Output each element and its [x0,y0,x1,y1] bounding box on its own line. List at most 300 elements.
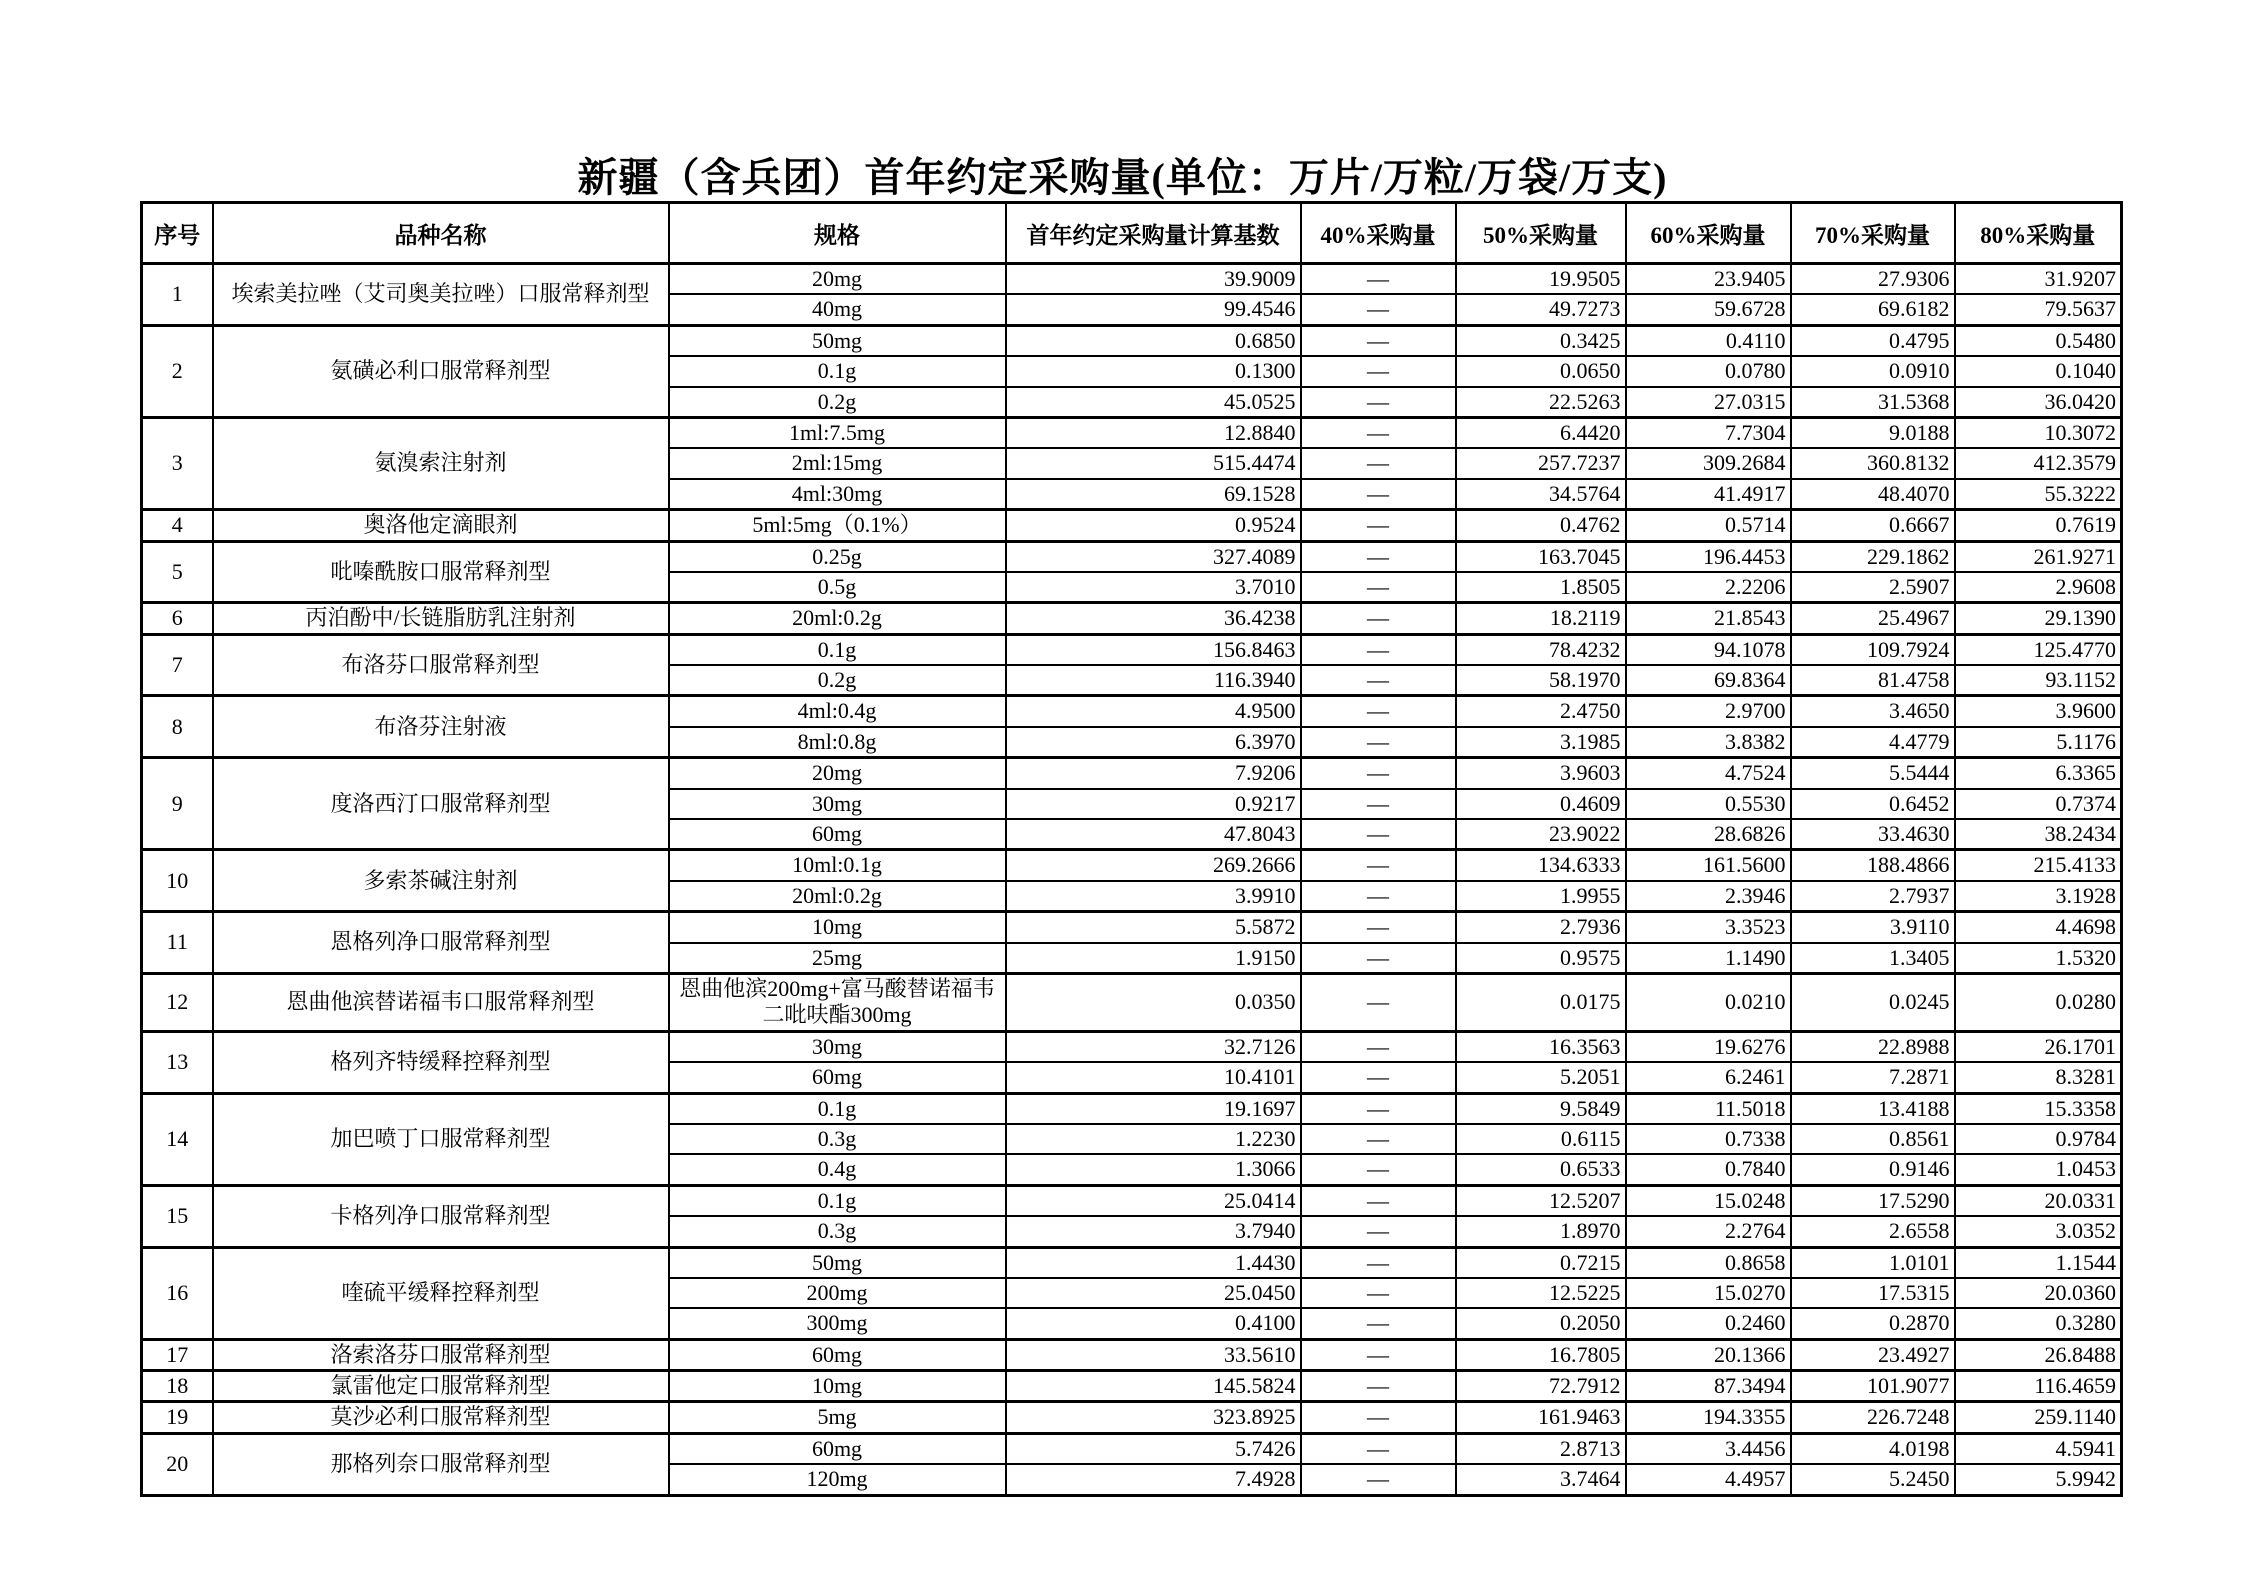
pct70-quantity-cell: 3.4650 [1791,696,1955,727]
spec-cell: 20mg [669,264,1006,295]
spec-cell: 5mg [669,1402,1006,1433]
pct60-quantity-cell: 2.2764 [1626,1216,1791,1247]
pct40-quantity-cell: — [1301,973,1456,1031]
product-name-cell: 度洛西汀口服常释剂型 [213,758,669,850]
pct80-quantity-cell: 116.4659 [1955,1371,2122,1402]
pct60-quantity-cell: 6.2461 [1626,1062,1791,1093]
base-quantity-cell: 1.2230 [1006,1124,1301,1154]
product-name-cell: 加巴喷丁口服常释剂型 [213,1093,669,1185]
pct60-quantity-cell: 0.4110 [1626,325,1791,356]
pct70-quantity-cell: 109.7924 [1791,634,1955,665]
pct40-quantity-cell: — [1301,325,1456,356]
pct40-quantity-cell: — [1301,1308,1456,1339]
pct50-quantity-cell: 5.2051 [1456,1062,1626,1093]
pct50-quantity-cell: 2.4750 [1456,696,1626,727]
pct60-quantity-cell: 0.7840 [1626,1154,1791,1185]
pct70-quantity-cell: 0.9146 [1791,1154,1955,1185]
pct50-quantity-cell: 2.7936 [1456,912,1626,943]
pct60-quantity-cell: 27.0315 [1626,387,1791,418]
spec-cell: 60mg [669,1339,1006,1370]
pct40-quantity-cell: — [1301,1216,1456,1247]
base-quantity-cell: 12.8840 [1006,417,1301,448]
pct50-quantity-cell: 0.4609 [1456,789,1626,819]
pct60-quantity-cell: 0.7338 [1626,1124,1791,1154]
spec-cell: 0.25g [669,541,1006,572]
spec-cell: 0.1g [669,634,1006,665]
pct70-quantity-cell: 0.6667 [1791,510,1955,541]
pct70-quantity-cell: 1.0101 [1791,1247,1955,1278]
pct40-quantity-cell: — [1301,1278,1456,1308]
spec-cell: 恩曲他滨200mg+富马酸替诺福韦二吡呋酯300mg [669,973,1006,1031]
pct60-quantity-cell: 0.0780 [1626,356,1791,386]
pct70-quantity-cell: 0.0910 [1791,356,1955,386]
spec-cell: 10mg [669,1371,1006,1402]
base-quantity-cell: 0.4100 [1006,1308,1301,1339]
pct60-quantity-cell: 69.8364 [1626,665,1791,696]
pct50-quantity-cell: 1.8970 [1456,1216,1626,1247]
product-name-cell: 丙泊酚中/长链脂肪乳注射剂 [213,603,669,634]
pct50-quantity-cell: 0.4762 [1456,510,1626,541]
pct40-quantity-cell: — [1301,448,1456,478]
table-row [142,510,2122,541]
base-quantity-cell: 3.7010 [1006,572,1301,603]
column-header-2: 规格 [669,203,1006,264]
pct50-quantity-cell: 49.7273 [1456,294,1626,325]
table-head-row [142,203,2122,264]
row-number-cell: 5 [142,541,213,603]
pct80-quantity-cell: 5.1176 [1955,727,2122,758]
table-row [142,1093,2122,1124]
pct60-quantity-cell: 0.0210 [1626,973,1791,1031]
spec-cell: 50mg [669,325,1006,356]
pct40-quantity-cell: — [1301,479,1456,510]
pct80-quantity-cell: 36.0420 [1955,387,2122,418]
pct50-quantity-cell: 134.6333 [1456,850,1626,881]
pct80-quantity-cell: 125.4770 [1955,634,2122,665]
pct80-quantity-cell: 79.5637 [1955,294,2122,325]
spec-cell: 20ml:0.2g [669,881,1006,912]
base-quantity-cell: 156.8463 [1006,634,1301,665]
pct50-quantity-cell: 12.5225 [1456,1278,1626,1308]
spec-cell: 0.2g [669,387,1006,418]
base-quantity-cell: 3.9910 [1006,881,1301,912]
row-number-cell: 9 [142,758,213,850]
row-number-cell: 6 [142,603,213,634]
product-name-cell: 氯雷他定口服常释剂型 [213,1371,669,1402]
pct50-quantity-cell: 22.5263 [1456,387,1626,418]
spec-cell: 300mg [669,1308,1006,1339]
pct40-quantity-cell: — [1301,943,1456,974]
pct70-quantity-cell: 2.5907 [1791,572,1955,603]
base-quantity-cell: 10.4101 [1006,1062,1301,1093]
table-row [142,1339,2122,1370]
pct50-quantity-cell: 34.5764 [1456,479,1626,510]
pct40-quantity-cell: — [1301,1185,1456,1216]
table-row [142,1433,2122,1464]
pct50-quantity-cell: 0.6115 [1456,1124,1626,1154]
pct50-quantity-cell: 72.7912 [1456,1371,1626,1402]
row-number-cell: 2 [142,325,213,417]
base-quantity-cell: 0.1300 [1006,356,1301,386]
pct80-quantity-cell: 31.9207 [1955,264,2122,295]
pct60-quantity-cell: 94.1078 [1626,634,1791,665]
pct50-quantity-cell: 3.1985 [1456,727,1626,758]
spec-cell: 2ml:15mg [669,448,1006,478]
pct40-quantity-cell: — [1301,541,1456,572]
row-number-cell: 11 [142,912,213,974]
base-quantity-cell: 47.8043 [1006,819,1301,850]
row-number-cell: 7 [142,634,213,696]
pct70-quantity-cell: 4.4779 [1791,727,1955,758]
pct40-quantity-cell: — [1301,634,1456,665]
spec-cell: 0.2g [669,665,1006,696]
pct60-quantity-cell: 4.4957 [1626,1464,1791,1495]
pct80-quantity-cell: 0.5480 [1955,325,2122,356]
product-name-cell: 布洛芬注射液 [213,696,669,758]
product-name-cell: 吡嗪酰胺口服常释剂型 [213,541,669,603]
spec-cell: 20ml:0.2g [669,603,1006,634]
spec-cell: 10ml:0.1g [669,850,1006,881]
spec-cell: 30mg [669,1031,1006,1062]
table-row [142,634,2122,665]
pct70-quantity-cell: 0.6452 [1791,789,1955,819]
spec-cell: 5ml:5mg（0.1%） [669,510,1006,541]
column-header-5: 50%采购量 [1456,203,1626,264]
pct70-quantity-cell: 3.9110 [1791,912,1955,943]
pct80-quantity-cell: 20.0331 [1955,1185,2122,1216]
pct60-quantity-cell: 23.9405 [1626,264,1791,295]
pct40-quantity-cell: — [1301,696,1456,727]
pct50-quantity-cell: 1.8505 [1456,572,1626,603]
pct40-quantity-cell: — [1301,1154,1456,1185]
spec-cell: 40mg [669,294,1006,325]
product-name-cell: 恩曲他滨替诺福韦口服常释剂型 [213,973,669,1031]
product-name-cell: 那格列奈口服常释剂型 [213,1433,669,1495]
spec-cell: 60mg [669,819,1006,850]
pct40-quantity-cell: — [1301,572,1456,603]
pct50-quantity-cell: 0.2050 [1456,1308,1626,1339]
spec-cell: 20mg [669,758,1006,789]
pct50-quantity-cell: 18.2119 [1456,603,1626,634]
spec-cell: 0.4g [669,1154,1006,1185]
base-quantity-cell: 5.7426 [1006,1433,1301,1464]
pct80-quantity-cell: 2.9608 [1955,572,2122,603]
base-quantity-cell: 0.9217 [1006,789,1301,819]
pct80-quantity-cell: 0.1040 [1955,356,2122,386]
table-row [142,1031,2122,1062]
pct70-quantity-cell: 188.4866 [1791,850,1955,881]
pct40-quantity-cell: — [1301,665,1456,696]
base-quantity-cell: 25.0450 [1006,1278,1301,1308]
base-quantity-cell: 116.3940 [1006,665,1301,696]
spec-cell: 30mg [669,789,1006,819]
pct50-quantity-cell: 257.7237 [1456,448,1626,478]
pct80-quantity-cell: 6.3365 [1955,758,2122,789]
pct70-quantity-cell: 9.0188 [1791,417,1955,448]
pct80-quantity-cell: 29.1390 [1955,603,2122,634]
base-quantity-cell: 6.3970 [1006,727,1301,758]
base-quantity-cell: 515.4474 [1006,448,1301,478]
spec-cell: 4ml:0.4g [669,696,1006,727]
table-row [142,603,2122,634]
pct70-quantity-cell: 81.4758 [1791,665,1955,696]
table-row [142,696,2122,727]
base-quantity-cell: 0.9524 [1006,510,1301,541]
pct40-quantity-cell: — [1301,510,1456,541]
base-quantity-cell: 4.9500 [1006,696,1301,727]
product-name-cell: 氨溴索注射剂 [213,417,669,509]
pct60-quantity-cell: 21.8543 [1626,603,1791,634]
pct70-quantity-cell: 69.6182 [1791,294,1955,325]
base-quantity-cell: 33.5610 [1006,1339,1301,1370]
column-header-4: 40%采购量 [1301,203,1456,264]
pct60-quantity-cell: 0.5714 [1626,510,1791,541]
base-quantity-cell: 45.0525 [1006,387,1301,418]
pct60-quantity-cell: 7.7304 [1626,417,1791,448]
product-name-cell: 多索茶碱注射剂 [213,850,669,912]
base-quantity-cell: 7.9206 [1006,758,1301,789]
pct40-quantity-cell: — [1301,1371,1456,1402]
pct60-quantity-cell: 196.4453 [1626,541,1791,572]
row-number-cell: 8 [142,696,213,758]
pct80-quantity-cell: 15.3358 [1955,1093,2122,1124]
pct70-quantity-cell: 101.9077 [1791,1371,1955,1402]
spec-cell: 0.1g [669,356,1006,386]
pct70-quantity-cell: 27.9306 [1791,264,1955,295]
base-quantity-cell: 7.4928 [1006,1464,1301,1495]
pct40-quantity-cell: — [1301,819,1456,850]
row-number-cell: 14 [142,1093,213,1185]
base-quantity-cell: 32.7126 [1006,1031,1301,1062]
row-number-cell: 13 [142,1031,213,1093]
base-quantity-cell: 327.4089 [1006,541,1301,572]
pct60-quantity-cell: 11.5018 [1626,1093,1791,1124]
product-name-cell: 布洛芬口服常释剂型 [213,634,669,696]
pct60-quantity-cell: 0.2460 [1626,1308,1791,1339]
pct60-quantity-cell: 41.4917 [1626,479,1791,510]
pct80-quantity-cell: 412.3579 [1955,448,2122,478]
base-quantity-cell: 39.9009 [1006,264,1301,295]
pct80-quantity-cell: 1.0453 [1955,1154,2122,1185]
pct40-quantity-cell: — [1301,881,1456,912]
pct50-quantity-cell: 19.9505 [1456,264,1626,295]
pct60-quantity-cell: 15.0270 [1626,1278,1791,1308]
pct60-quantity-cell: 1.1490 [1626,943,1791,974]
pct60-quantity-cell: 309.2684 [1626,448,1791,478]
pct50-quantity-cell: 16.7805 [1456,1339,1626,1370]
pct80-quantity-cell: 1.1544 [1955,1247,2122,1278]
base-quantity-cell: 269.2666 [1006,850,1301,881]
pct60-quantity-cell: 4.7524 [1626,758,1791,789]
spec-cell: 1ml:7.5mg [669,417,1006,448]
table-row [142,850,2122,881]
pct80-quantity-cell: 93.1152 [1955,665,2122,696]
pct60-quantity-cell: 3.3523 [1626,912,1791,943]
pct40-quantity-cell: — [1301,294,1456,325]
pct80-quantity-cell: 3.1928 [1955,881,2122,912]
pct70-quantity-cell: 0.4795 [1791,325,1955,356]
spec-cell: 25mg [669,943,1006,974]
pct50-quantity-cell: 3.9603 [1456,758,1626,789]
base-quantity-cell: 25.0414 [1006,1185,1301,1216]
pct80-quantity-cell: 0.7619 [1955,510,2122,541]
pct80-quantity-cell: 3.9600 [1955,696,2122,727]
spec-cell: 4ml:30mg [669,479,1006,510]
table-row [142,417,2122,448]
pct40-quantity-cell: — [1301,603,1456,634]
pct70-quantity-cell: 0.0245 [1791,973,1955,1031]
spec-cell: 8ml:0.8g [669,727,1006,758]
pct80-quantity-cell: 10.3072 [1955,417,2122,448]
pct80-quantity-cell: 26.1701 [1955,1031,2122,1062]
pct50-quantity-cell: 23.9022 [1456,819,1626,850]
pct80-quantity-cell: 1.5320 [1955,943,2122,974]
pct40-quantity-cell: — [1301,850,1456,881]
table-row [142,1247,2122,1278]
column-header-1: 品种名称 [213,203,669,264]
pct60-quantity-cell: 194.3355 [1626,1402,1791,1433]
pct70-quantity-cell: 0.2870 [1791,1308,1955,1339]
pct80-quantity-cell: 215.4133 [1955,850,2122,881]
pct50-quantity-cell: 78.4232 [1456,634,1626,665]
pct80-quantity-cell: 259.1140 [1955,1402,2122,1433]
pct70-quantity-cell: 1.3405 [1791,943,1955,974]
pct60-quantity-cell: 87.3494 [1626,1371,1791,1402]
pct50-quantity-cell: 3.7464 [1456,1464,1626,1495]
pct60-quantity-cell: 2.2206 [1626,572,1791,603]
pct70-quantity-cell: 7.2871 [1791,1062,1955,1093]
pct40-quantity-cell: — [1301,758,1456,789]
spec-cell: 0.1g [669,1185,1006,1216]
pct60-quantity-cell: 20.1366 [1626,1339,1791,1370]
product-name-cell: 喹硫平缓释控释剂型 [213,1247,669,1339]
pct50-quantity-cell: 0.7215 [1456,1247,1626,1278]
table-row [142,1371,2122,1402]
base-quantity-cell: 5.5872 [1006,912,1301,943]
table-row [142,758,2122,789]
base-quantity-cell: 1.3066 [1006,1154,1301,1185]
pct70-quantity-cell: 2.6558 [1791,1216,1955,1247]
pct40-quantity-cell: — [1301,1433,1456,1464]
base-quantity-cell: 145.5824 [1006,1371,1301,1402]
pct40-quantity-cell: — [1301,264,1456,295]
pct80-quantity-cell: 0.0280 [1955,973,2122,1031]
product-name-cell: 格列齐特缓释控释剂型 [213,1031,669,1093]
pct40-quantity-cell: — [1301,1093,1456,1124]
spec-cell: 200mg [669,1278,1006,1308]
pct50-quantity-cell: 9.5849 [1456,1093,1626,1124]
pct70-quantity-cell: 5.5444 [1791,758,1955,789]
product-name-cell: 莫沙必利口服常释剂型 [213,1402,669,1433]
pct50-quantity-cell: 0.0650 [1456,356,1626,386]
column-header-7: 70%采购量 [1791,203,1955,264]
pct80-quantity-cell: 8.3281 [1955,1062,2122,1093]
pct60-quantity-cell: 3.4456 [1626,1433,1791,1464]
base-quantity-cell: 3.7940 [1006,1216,1301,1247]
pct40-quantity-cell: — [1301,1464,1456,1495]
pct50-quantity-cell: 6.4420 [1456,417,1626,448]
spec-cell: 0.1g [669,1093,1006,1124]
row-number-cell: 17 [142,1339,213,1370]
pct70-quantity-cell: 4.0198 [1791,1433,1955,1464]
pct60-quantity-cell: 28.6826 [1626,819,1791,850]
pct70-quantity-cell: 0.8561 [1791,1124,1955,1154]
row-number-cell: 18 [142,1371,213,1402]
column-header-6: 60%采购量 [1626,203,1791,264]
column-header-8: 80%采购量 [1955,203,2122,264]
pct50-quantity-cell: 2.8713 [1456,1433,1626,1464]
pct70-quantity-cell: 5.2450 [1791,1464,1955,1495]
pct60-quantity-cell: 3.8382 [1626,727,1791,758]
pct40-quantity-cell: — [1301,1339,1456,1370]
pct70-quantity-cell: 360.8132 [1791,448,1955,478]
pct70-quantity-cell: 13.4188 [1791,1093,1955,1124]
pct50-quantity-cell: 0.3425 [1456,325,1626,356]
table-row [142,973,2122,1031]
spec-cell: 10mg [669,912,1006,943]
pct70-quantity-cell: 17.5315 [1791,1278,1955,1308]
product-name-cell: 氨磺必利口服常释剂型 [213,325,669,417]
row-number-cell: 20 [142,1433,213,1495]
row-number-cell: 10 [142,850,213,912]
pct80-quantity-cell: 0.9784 [1955,1124,2122,1154]
table-body [142,264,2122,1496]
column-header-0: 序号 [142,203,213,264]
base-quantity-cell: 36.4238 [1006,603,1301,634]
pct80-quantity-cell: 261.9271 [1955,541,2122,572]
pct60-quantity-cell: 59.6728 [1626,294,1791,325]
pct40-quantity-cell: — [1301,387,1456,418]
product-name-cell: 卡格列净口服常释剂型 [213,1185,669,1247]
pct50-quantity-cell: 0.9575 [1456,943,1626,974]
pct50-quantity-cell: 163.7045 [1456,541,1626,572]
pct70-quantity-cell: 31.5368 [1791,387,1955,418]
base-quantity-cell: 19.1697 [1006,1093,1301,1124]
pct50-quantity-cell: 12.5207 [1456,1185,1626,1216]
base-quantity-cell: 1.9150 [1006,943,1301,974]
row-number-cell: 1 [142,264,213,326]
spec-cell: 0.3g [669,1124,1006,1154]
spec-cell: 60mg [669,1433,1006,1464]
page-title: 新疆（含兵团）首年约定采购量(单位：万片/万粒/万袋/万支) [577,155,1668,200]
table-row [142,1185,2122,1216]
pct60-quantity-cell: 15.0248 [1626,1185,1791,1216]
table-row [142,264,2122,295]
base-quantity-cell: 0.0350 [1006,973,1301,1031]
row-number-cell: 12 [142,973,213,1031]
pct40-quantity-cell: — [1301,1247,1456,1278]
row-number-cell: 15 [142,1185,213,1247]
pct50-quantity-cell: 1.9955 [1456,881,1626,912]
pct70-quantity-cell: 229.1862 [1791,541,1955,572]
pct80-quantity-cell: 38.2434 [1955,819,2122,850]
spec-cell: 0.5g [669,572,1006,603]
pct60-quantity-cell: 161.5600 [1626,850,1791,881]
pct70-quantity-cell: 226.7248 [1791,1402,1955,1433]
pct70-quantity-cell: 2.7937 [1791,881,1955,912]
pct50-quantity-cell: 161.9463 [1456,1402,1626,1433]
table-row [142,541,2122,572]
pct70-quantity-cell: 22.8988 [1791,1031,1955,1062]
spec-cell: 50mg [669,1247,1006,1278]
pct60-quantity-cell: 2.3946 [1626,881,1791,912]
column-header-3: 首年约定采购量计算基数 [1006,203,1301,264]
pct40-quantity-cell: — [1301,727,1456,758]
pct40-quantity-cell: — [1301,356,1456,386]
row-number-cell: 16 [142,1247,213,1339]
row-number-cell: 4 [142,510,213,541]
spec-cell: 0.3g [669,1216,1006,1247]
